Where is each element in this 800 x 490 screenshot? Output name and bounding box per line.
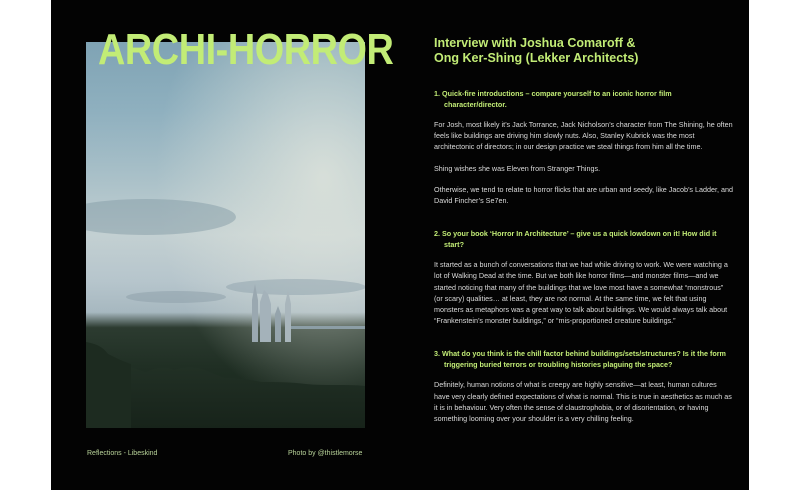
interview-article <box>434 36 734 424</box>
photo-caption-title: Reflections - Libeskind <box>87 450 158 457</box>
answer-1-paragraph-3: Otherwise, we tend to relate to horror flicks that are urban and seedy, like Jacob’s Ladder, and David Fincher’s Se7en. <box>434 184 733 206</box>
photo-credit: Photo by @thistlemorse <box>288 450 363 457</box>
headline-line-1: Interview with Joshua Comaroff & <box>434 36 636 50</box>
landscape-photo-illustration <box>86 42 365 428</box>
spread-title: ARCHI-HORROR <box>98 25 394 74</box>
article-headline <box>434 36 734 66</box>
answer-2-paragraph-1: It started as a bunch of conversations that we had while driving to work. We were watching a lot of Walking Dead at the time. But we both like horror films—and monster films—and we started noticing that many of the buildings that we love most have a somewhat “monstrous” (or scary) qualities… at least, they are not normal. At the same time, we felt that using monsters as metaphors was a great way to talk about buildings. We would always talk about “Frankenstein’s monster buildings,” or “mis-proportioned creature buildings.” <box>434 260 728 326</box>
question-1: 1. Quick-fire introductions – compare yourself to an iconic horror film character/director. <box>434 89 672 109</box>
headline-line-2: Ong Ker-Shing (Lekker Architects) <box>434 51 639 65</box>
answer-1-paragraph-2: Shing wishes she was Eleven from Stranger Things. <box>434 163 601 173</box>
answer-3-paragraph-1: Definitely, human notions of what is creepy are highly sensitive—at least, human cultures have very clearly defined expectations of what is normal. This is true in aesthetics as much as it is in behaviour. Very often the sense of claustrophobia, or of disorientation, or having something looming over your shoulder is a very chilling feeling. <box>434 380 732 424</box>
question-3: 3. What do you think is the chill factor behind buildings/sets/structures? Is it the form triggering buried terrors or troubling histories plaguing the space? <box>434 349 726 370</box>
answer-1-paragraph-1: For Josh, most likely it’s Jack Torrance, Jack Nicholson’s character from The Shining, he often feels like buildings are driving him slowly nuts. Also, Stanley Kubrick was the most architectonic of directors; in our design practice we steal things from him all the time. <box>434 120 733 152</box>
magazine-spread <box>51 0 749 490</box>
cover-photo <box>86 42 365 428</box>
question-2: 2. So your book ‘Horror In Architecture’ – give us a quick lowdown on it! How did it start? <box>434 229 717 250</box>
